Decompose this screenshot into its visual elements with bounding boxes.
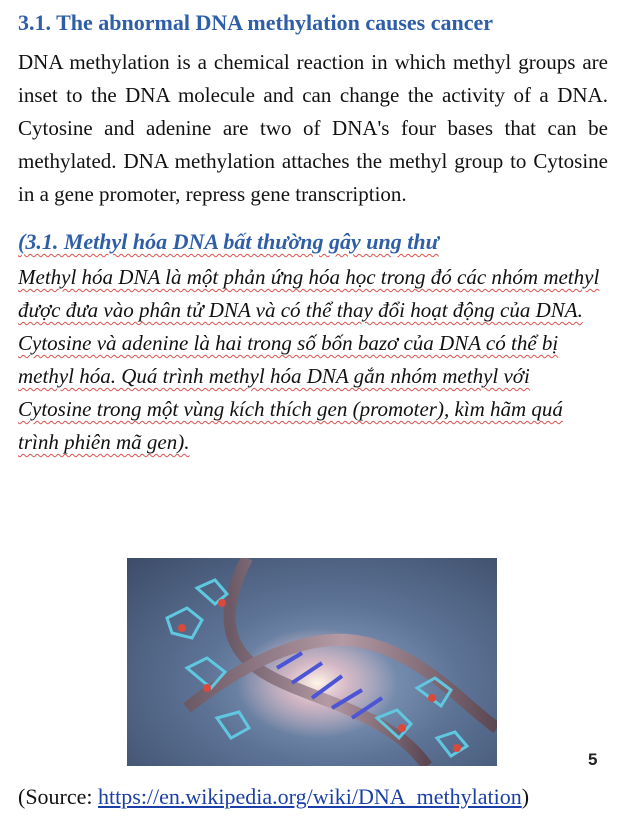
paragraph-vietnamese: Methyl hóa DNA là một phản ứng hóa học trong đó các nhóm methyl được đưa vào phân tử DNA và có thể thay đổi hoạt động của DNA. Cytosine và adenine là hai trong số bốn bazơ của DNA có thể bị methyl hóa. Quá trình methyl hóa DNA gắn nhóm methyl với Cytosine trong một vùng kích thích gen (promoter), kìm hãm quá trình phiên mã gen).	[18, 265, 600, 454]
source-citation	[18, 784, 529, 810]
source-link[interactable]: https://en.wikipedia.org/wiki/DNA_methylation	[98, 784, 522, 809]
page-number: 5	[588, 750, 598, 769]
document-page	[18, 8, 608, 459]
paragraph-english: DNA methylation is a chemical reaction in which methyl groups are inset to the DNA molecule and can change the activity of a DNA. Cytosine and adenine are two of DNA's four bases that can be methylated. DNA methylation attaches the methyl group to Cytosine in a gene promoter, repress gene transcription.	[18, 50, 608, 206]
dna-helix-image	[127, 558, 497, 766]
section-heading-english: 3.1. The abnormal DNA methylation causes cancer	[18, 10, 494, 35]
source-suffix: )	[521, 784, 530, 809]
dna-methylation-illustration	[127, 558, 497, 766]
source-prefix: (Source:	[18, 784, 99, 809]
section-heading-vietnamese	[18, 227, 608, 257]
section-heading-vietnamese-text: (3.1. Methyl hóa DNA bất thường gây ung thư	[18, 229, 439, 254]
